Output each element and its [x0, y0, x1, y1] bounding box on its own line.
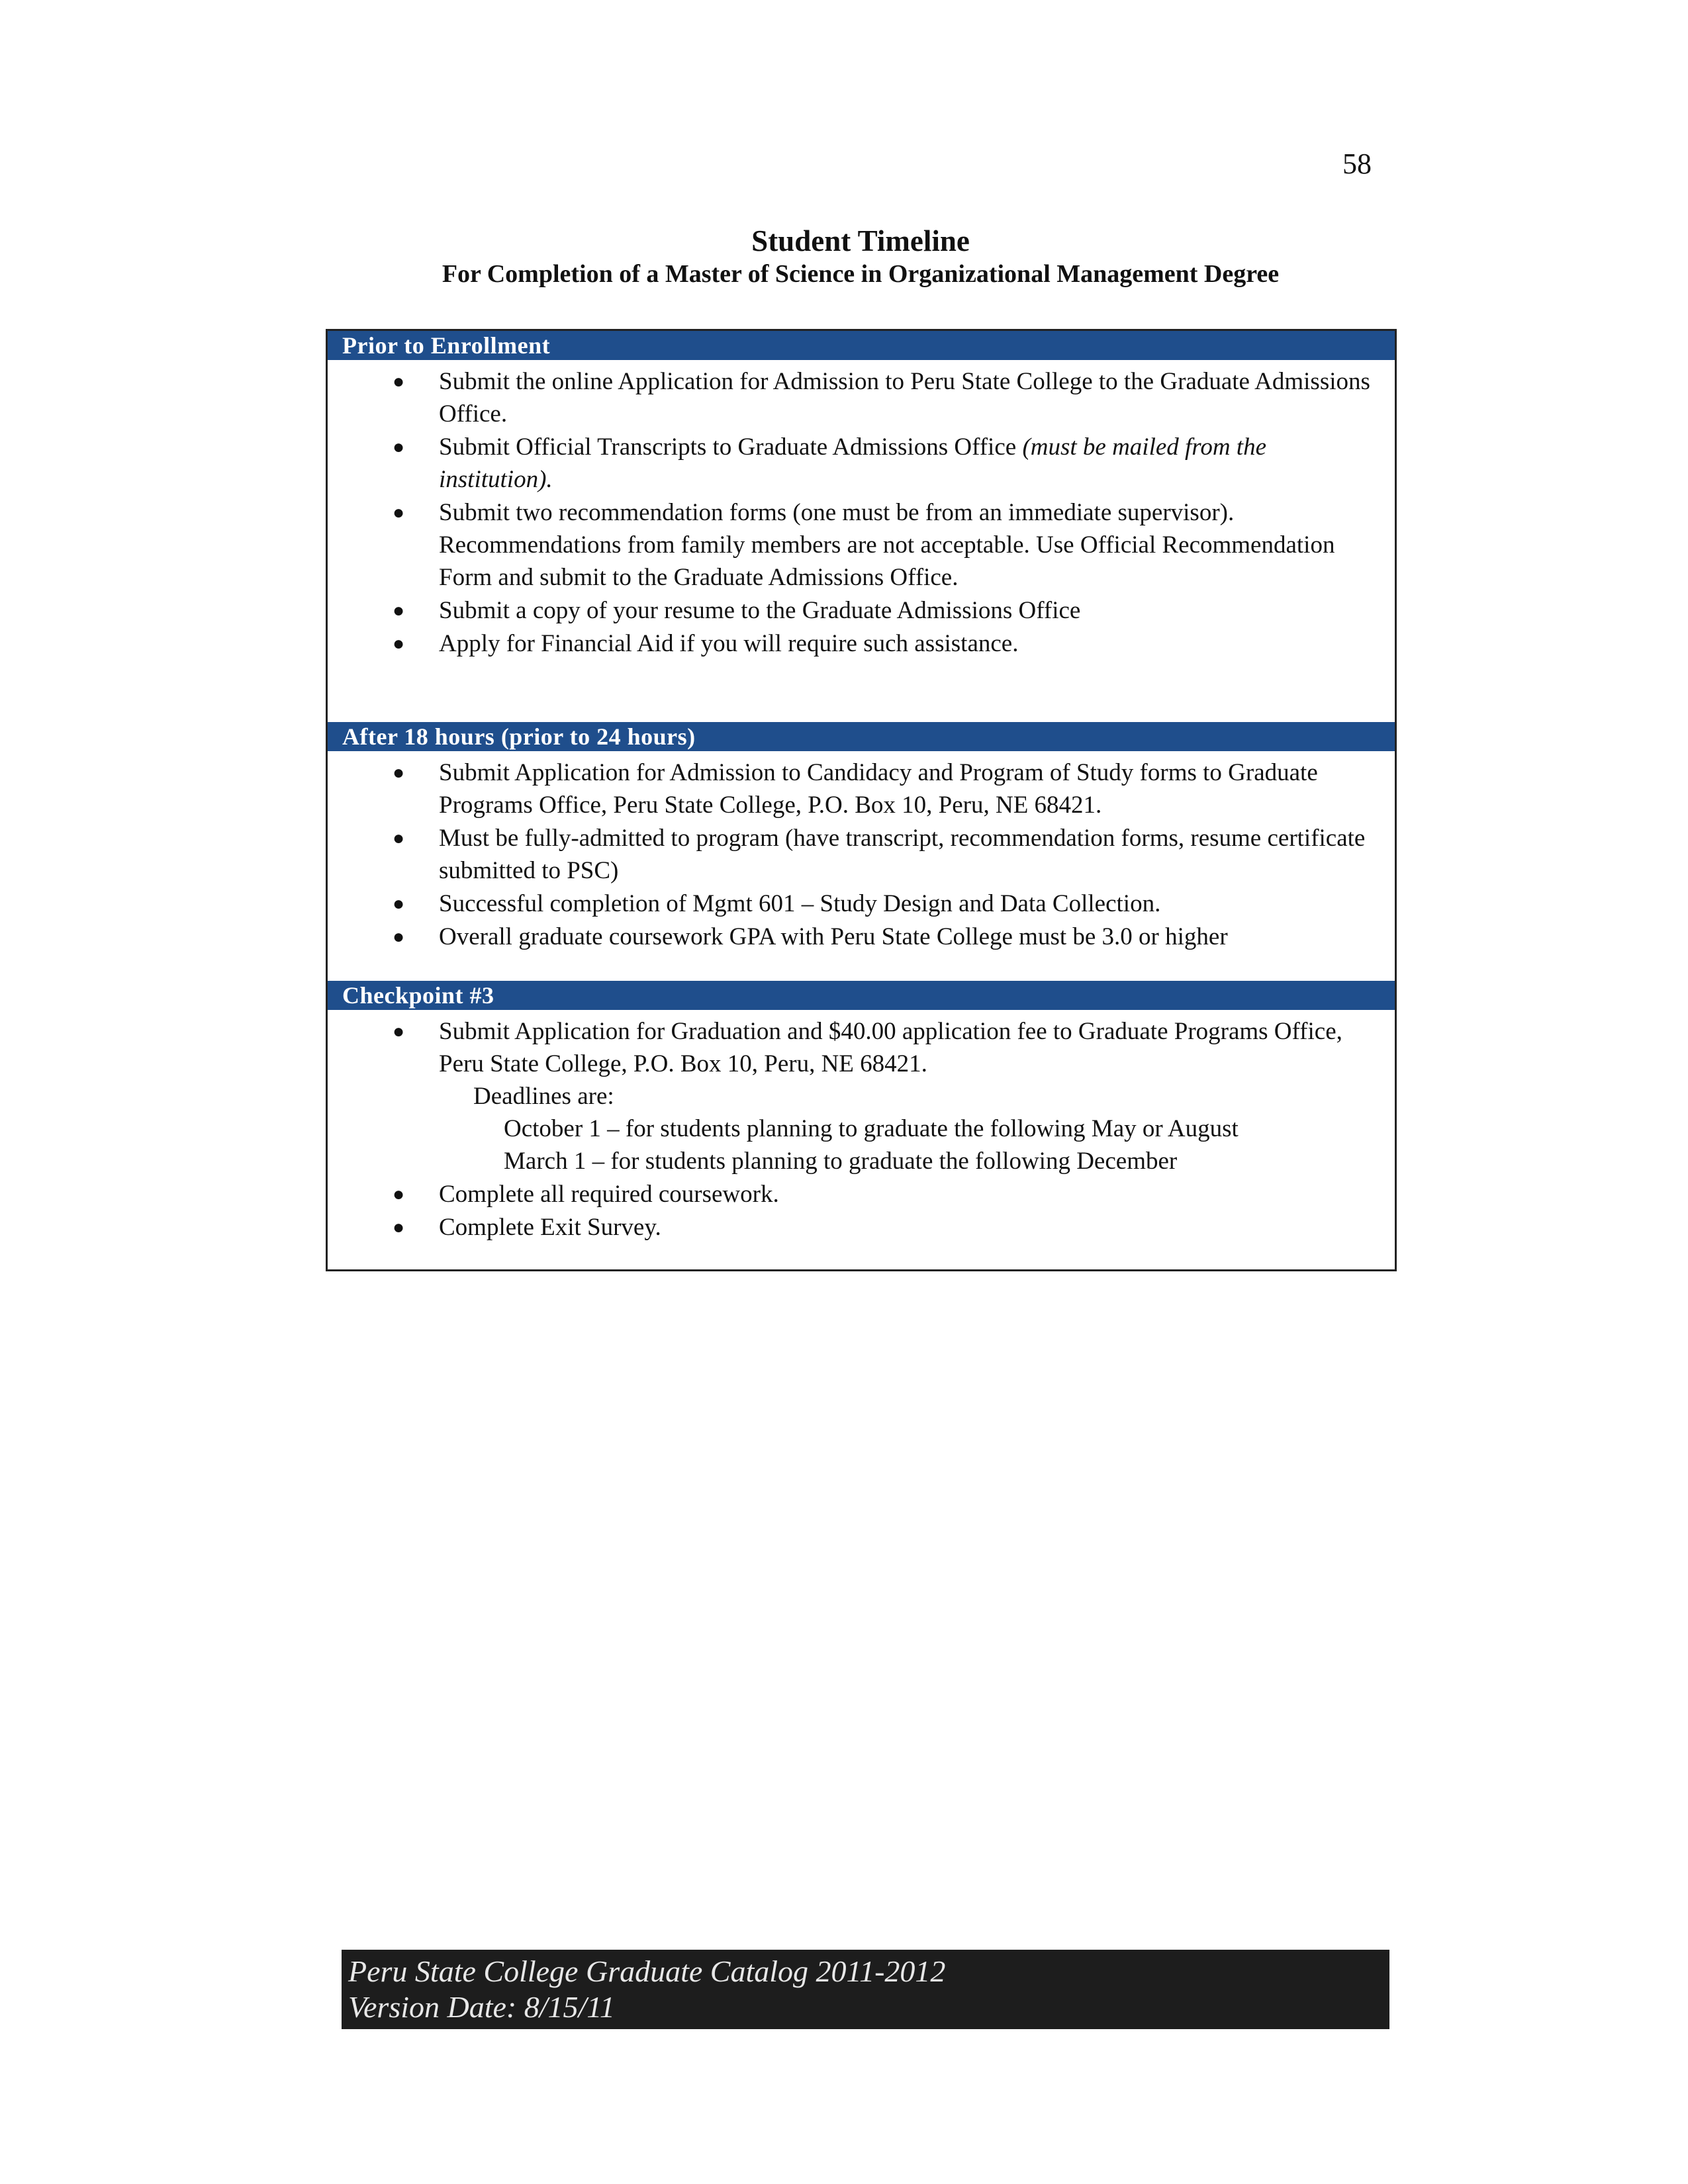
footer-catalog-title: Peru State College Graduate Catalog 2011-2012	[348, 1954, 946, 1988]
list-item	[328, 431, 1395, 496]
transcript-note: (must be mailed from the institution).	[439, 433, 1267, 493]
list-item-text: Submit Application for Admission to Candidacy and Program of Study forms to Graduate Programs Office, Peru State College, P.O. Box 10, Peru, NE 68421.	[439, 759, 1318, 819]
footer-version-date: Version Date: 8/15/11	[348, 1990, 615, 2024]
list-item-text: Submit a copy of your resume to the Graduate Admissions Office	[439, 597, 1081, 624]
bullet-icon: ●	[393, 1021, 405, 1042]
list-item	[328, 822, 1395, 887]
bullet-icon: ●	[393, 893, 405, 915]
bullet-icon: ●	[393, 827, 405, 849]
bullet-icon: ●	[393, 1216, 405, 1238]
bullet-icon: ●	[393, 502, 405, 523]
page-number: 58	[1342, 148, 1372, 180]
section-header-prior-to-enrollment: Prior to Enrollment	[328, 331, 1395, 360]
section-list-prior-to-enrollment	[328, 365, 1395, 660]
list-item-text: Complete all required coursework.	[439, 1181, 779, 1208]
list-item-text: Apply for Financial Aid if you will require such assistance.	[439, 630, 1019, 657]
list-item	[328, 496, 1395, 594]
list-item-text: Complete Exit Survey.	[439, 1214, 661, 1241]
bullet-icon: ●	[393, 926, 405, 948]
list-item	[328, 756, 1395, 821]
list-item-text: Submit two recommendation forms (one must be from an immediate supervisor). Recommendations from family members are not acceptable. Use Official Recommendation Form and submit to the Graduate Admissions Office.	[439, 499, 1335, 591]
bullet-icon: ●	[393, 762, 405, 784]
bullet-icon: ●	[393, 600, 405, 621]
list-item	[328, 1015, 1395, 1177]
list-item	[328, 627, 1395, 660]
list-item-text: Overall graduate coursework GPA with Peru State College must be 3.0 or higher	[439, 923, 1228, 950]
bullet-icon: ●	[393, 371, 405, 392]
section-list-checkpoint-3	[328, 1015, 1395, 1244]
deadline-item: March 1 – for students planning to graduate the following December	[504, 1148, 1178, 1175]
list-item-text: Submit Official Transcripts to Graduate Admissions Office	[439, 433, 1017, 461]
timeline-table	[326, 329, 1397, 1271]
section-header-after-18-hours: After 18 hours (prior to 24 hours)	[328, 722, 1395, 751]
bullet-icon: ●	[393, 436, 405, 458]
list-item-text: Must be fully-admitted to program (have transcript, recommendation forms, resume certificate submitted to PSC)	[439, 825, 1366, 884]
list-item-text: Submit Application for Graduation and $40.00 application fee to Graduate Programs Office, Peru State College, P.O. Box 10, Peru, NE 68421.	[439, 1018, 1342, 1077]
deadlines-heading: Deadlines are:	[473, 1083, 614, 1110]
catalog-footer	[342, 1950, 1389, 2029]
list-item	[328, 921, 1395, 953]
page-subtitle: For Completion of a Master of Science in Organizational Management Degree	[442, 260, 1280, 288]
list-item	[328, 1178, 1395, 1210]
section-header-checkpoint-3: Checkpoint #3	[328, 981, 1395, 1010]
list-item-text: Submit the online Application for Admission to Peru State College to the Graduate Admissions Office.	[439, 368, 1370, 428]
list-item	[328, 1211, 1395, 1244]
deadline-item: October 1 – for students planning to graduate the following May or August	[504, 1115, 1239, 1142]
list-item-text: Successful completion of Mgmt 601 – Study Design and Data Collection.	[439, 890, 1161, 917]
list-item	[328, 365, 1395, 430]
list-item	[328, 887, 1395, 920]
bullet-icon: ●	[393, 1183, 405, 1205]
section-list-after-18-hours	[328, 756, 1395, 954]
bullet-icon: ●	[393, 633, 405, 655]
list-item	[328, 594, 1395, 627]
page-title: Student Timeline	[751, 224, 970, 257]
